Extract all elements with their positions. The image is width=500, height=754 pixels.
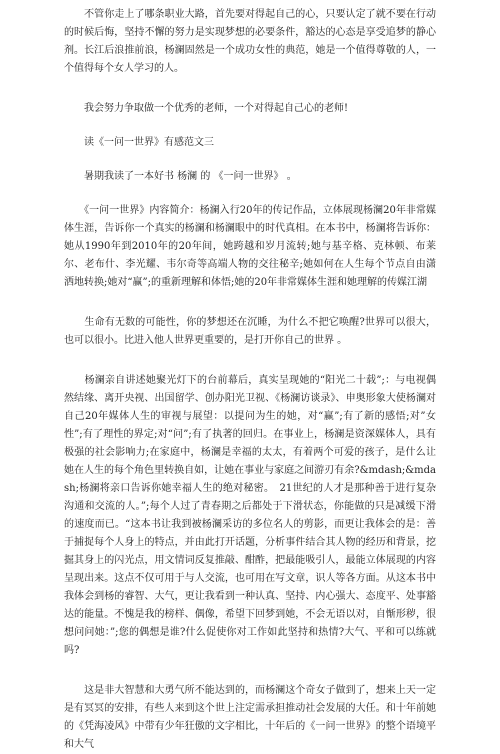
paragraph-career-advice: 不管你走上了哪条职业大路，首先要对得起自己的心，只要认定了就不要在行动的时候后悔，坚持不懈的努力是实现梦想的必要条件，豁达的心态是享受追梦的静心剂。长江后浪推前浪，杨澜固然是一个成功女性的典范，她是一个值得尊敬的人，一个值得每个女人学习的人。 (64, 9, 436, 74)
section-heading: 读《一问一世界》有感范文三 (64, 137, 214, 148)
paragraph-book-intro: 《一问一世界》内容简介：杨澜入行20年的传记作品，立体展现杨澜20年非常媒体生涯，告诉你一个真实的杨澜和杨澜眼中的时代真相。在本书中，杨澜将告诉你：她从1990年到2010年的20年间，她跨越和岁月流转;她与基辛格、克林顿、布莱尔、老布什、李光耀、韦尔奇等高端人物的交往秘辛;她如何在人生每个节点自由潇洒地转换;她对“赢”;的重新理解和体悟;她的20年非常媒体生涯和她理解的传媒江湖 (64, 205, 436, 288)
paragraph-yang-lan-story: 杨澜亲自讲述她聚光灯下的台前幕后，真实呈现她的“阳光二十载”;：与电视偶然结缘、离开央视、出国留学、创办阳光卫视、《杨澜访谈录》、申奥形象大使杨澜对自己20年媒体人生的审视与展望：以提问为生的她，对“赢”;有了新的感悟;对”女性”;有了理性的界定;对“问”;有了执著的回归。在事业上，杨澜是资深媒体人，具有极强的社会影响力;在家庭中，杨澜是幸福的太太，有着两个可爱的孩子，是什么让她在人生的每个角色里转换自如，让她在事业与家庭之间游刃有余?&mdash;&mdash;杨澜将亲口告诉你她幸福人生的绝对秘密。 21世纪的人才是那种善于进行复杂沟通和交流的人。”;每个人过了青春期之后都处于下滑状态，你能做的只是减缓下滑的速度而已。“这本书让我到被杨澜采访的多位名人的剪影，而更让我体会的是：善于捕捉每个人身上的特点，并由此打开话题，分析事件结合其人物的经历和背景，挖掘其身上的闪光点，用文情词反复推敲、酣酢，把最能吸引人，最能立体展现的内容呈现出来。这点不仅可用于与人交流，也可用在写文章，识人等各方面。从这本书中我体会到杨的睿智、大气，更让我看到一种认真、坚持、内心强大、态度平、处事豁达的能量。不愧是我的榜样、偶像，希望下回梦到她，不会无语以对，自惭形秽，很想问问她：”;您的偶想是谁?什么促使你对工作如此坚持和热情?大气、平和可以练就吗? (64, 375, 436, 656)
paragraph-life-possibility: 生命有无数的可能性，你的梦想还在沉睡，为什么不把它唤醒?世界可以很大，也可以很小。比进入他人世界更重要的，是打开你自己的世界 。 (64, 317, 436, 346)
paragraph-teacher-goal: 我会努力争取做一个优秀的老师，一个对得起自己心的老师! (64, 103, 349, 114)
paragraph-summer-reading: 暑期我读了一本好书 杨澜 的 《一问一世界》 。 (64, 171, 297, 182)
paragraph-wisdom-courage: 这是非大智慧和大勇气所不能达到的，而杨澜这个奇女子做到了，想来上天一定是有冥冥的安排，有些人来到这个世上注定需承担推动社会发展的大任。和十年前她的《凭海凌风》中带有少年狂傲的文字相比，十年后的《一问一世界》的整个语境平和大气 (64, 685, 436, 750)
